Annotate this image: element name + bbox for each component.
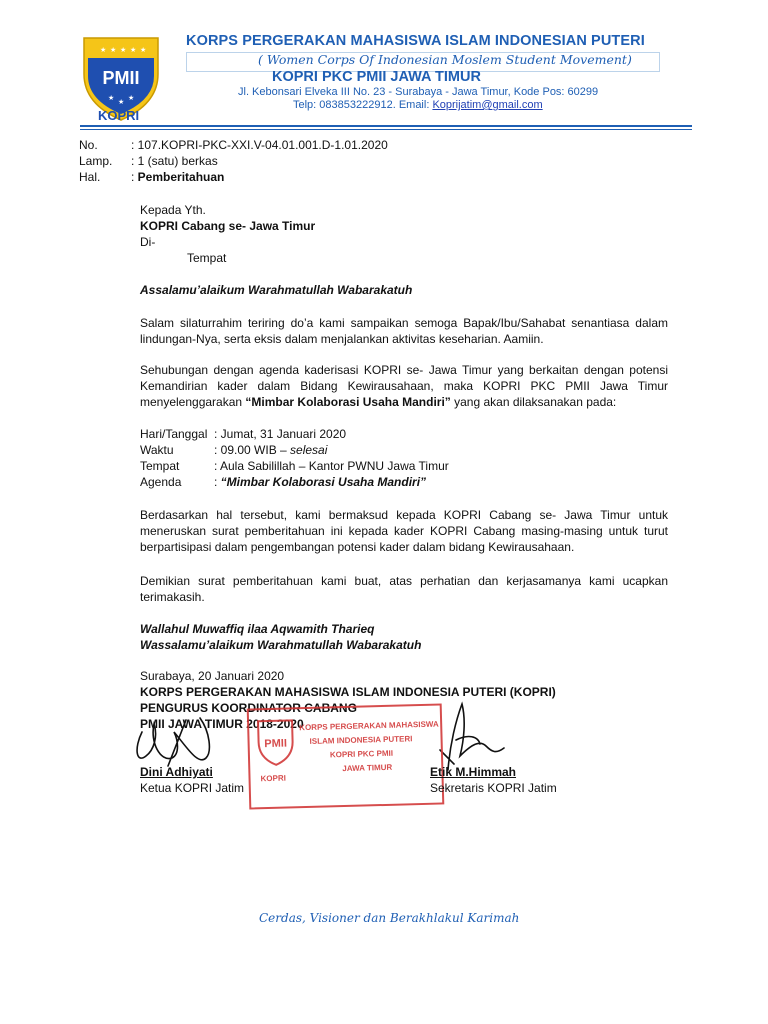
paragraph3-line1: Berdasarkan hal tersebut, kami bermaksud kepada KOPRI Cabang se- Jawa Timur untuk xyxy=(140,508,668,522)
letterhead xyxy=(0,0,768,135)
hal-label: Hal. xyxy=(79,170,101,184)
place-value: : Aula Sabilillah – Kantor PWNU Jawa Timur xyxy=(214,459,449,473)
greeting: Assalamu’alaikum Warahmatullah Wabarakatuh xyxy=(140,283,413,297)
svg-text:PMII: PMII xyxy=(102,68,140,88)
paragraph1-line1: Salam silaturrahim teriring do’a kami sampaikan semoga Bapak/Ibu/Sahabat senantiasa dalam xyxy=(140,316,668,330)
svg-text:★: ★ xyxy=(140,46,147,54)
header-rule-thin xyxy=(80,129,692,130)
paragraph2-line1: Sehubungan dengan agenda kaderisasi KOPRI se- Jawa Timur yang berkaitan dengan potensi xyxy=(140,363,668,377)
official-stamp xyxy=(247,703,445,809)
svg-text:★: ★ xyxy=(120,46,127,54)
paragraph3-line2: meneruskan surat pemberitahuan ini kepada kader KOPRI Cabang masing-masing untuk turut xyxy=(140,524,668,538)
svg-text:★: ★ xyxy=(100,46,107,54)
logo-caption: KOPRI xyxy=(98,108,140,123)
left-signatory-title: Ketua KOPRI Jatim xyxy=(140,781,245,795)
org-subtitle: ( Women Corps Of Indonesian Moslem Student Movement) xyxy=(258,52,632,67)
org-branch-name: KOPRI PKC PMII JAWA TIMUR xyxy=(272,69,481,85)
recipient-line3: Di- xyxy=(140,235,156,249)
paragraph1-line2: lindungan-Nya, serta eksis dalam menjalankan aktivitas keseharian. Aamiin. xyxy=(140,332,544,346)
hal-value: : Pemberitahuan xyxy=(131,170,225,184)
agenda-value: : “Mimbar Kolaborasi Usaha Mandiri” xyxy=(214,475,427,489)
org-title: KORPS PERGERAKAN MAHASISWA ISLAM INDONESIAN PUTERI xyxy=(186,33,645,49)
stamp-line4: JAWA TIMUR xyxy=(342,762,393,774)
paragraph2-line3: menyelenggarakan “Mimbar Kolaborasi Usaha Mandiri” yang akan dilaksanakan pada: xyxy=(140,395,617,409)
svg-text:★: ★ xyxy=(108,94,115,102)
agenda-label: Agenda xyxy=(140,475,182,489)
lamp-label: Lamp. xyxy=(79,154,113,168)
date-value: : Jumat, 31 Januari 2020 xyxy=(214,427,347,441)
time-value: : 09.00 WIB – selesai xyxy=(214,443,328,457)
lamp-value: : 1 (satu) berkas xyxy=(131,154,218,168)
recipient-line1: Kepada Yth. xyxy=(140,203,206,217)
header-rule-thick xyxy=(80,125,692,127)
email-link[interactable]: Koprijatim@gmail.com xyxy=(432,99,543,111)
hal-subject: Pemberitahuan xyxy=(137,170,225,184)
org-contact xyxy=(293,99,543,111)
closing-line2: Wassalamu’alaikum Warahmatullah Wabarakatuh xyxy=(140,638,422,652)
phone-text: Telp: 083853222912. Email: xyxy=(293,99,433,111)
closing-line1: Wallahul Muwaffiq ilaa Aqwamith Tharieq xyxy=(140,622,375,636)
right-signatory-title: Sekretaris KOPRI Jatim xyxy=(430,781,557,795)
paragraph2-line2: Kemandirian kader dalam Bidang Kewirausahaan, maka KOPRI PKC PMII Jawa Timur xyxy=(140,379,668,393)
stamp-logo-icon xyxy=(255,717,296,768)
event-name: “Mimbar Kolaborasi Usaha Mandiri” xyxy=(245,395,451,409)
org-address: Jl. Kebonsari Elveka III No. 23 - Surabaya - Jawa Timur, Kode Pos: 60299 xyxy=(238,86,599,98)
stamp-line2: ISLAM INDONESIA PUTERI xyxy=(309,734,413,746)
signatory-org1: KORPS PERGERAKAN MAHASISWA ISLAM INDONESIA PUTERI (KOPRI) xyxy=(140,685,556,699)
svg-text:PMII: PMII xyxy=(264,737,288,751)
recipient-line4: Tempat xyxy=(187,251,227,265)
signatory-org2: PENGURUS KOORDINATOR CABANG xyxy=(140,701,357,715)
svg-text:★: ★ xyxy=(110,46,117,54)
paragraph4-line1: Demikian surat pemberitahuan kami buat, atas perhatian dan kerjasamanya kami ucapkan xyxy=(140,574,668,588)
stamp-logo-caption: KOPRI xyxy=(260,773,287,784)
footer-motto: Cerdas, Visioner dan Berakhlakul Karimah xyxy=(259,911,520,925)
date-label: Hari/Tanggal xyxy=(140,427,208,441)
svg-text:★: ★ xyxy=(118,98,125,106)
paragraph4-line2: terimakasih. xyxy=(140,590,205,604)
place-label: Tempat xyxy=(140,459,180,473)
svg-text:★: ★ xyxy=(128,94,135,102)
svg-text:★: ★ xyxy=(130,46,137,54)
time-label: Waktu xyxy=(140,443,174,457)
left-signatory-name: Dini Adhiyati xyxy=(140,765,213,779)
signatory-org3: PMII JAWA TIMUR 2018-2020 xyxy=(140,717,304,731)
recipient-line2: KOPRI Cabang se- Jawa Timur xyxy=(140,219,316,233)
stamp-line1: KORPS PERGERAKAN MAHASISWA xyxy=(299,719,439,733)
stamp-line3: KOPRI PKC PMII xyxy=(329,748,394,760)
right-signatory-name: Etik M.Himmah xyxy=(430,765,517,779)
paragraph3-line3: berpartisipasi dalam pengembangan potensi kader dalam bidang Kewirausahaan. xyxy=(140,540,575,554)
place-date: Surabaya, 20 Januari 2020 xyxy=(140,669,285,683)
no-label: No. xyxy=(79,138,98,152)
no-value: : 107.KOPRI-PKC-XXI.V-04.01.001.D-1.01.2020 xyxy=(131,138,388,152)
